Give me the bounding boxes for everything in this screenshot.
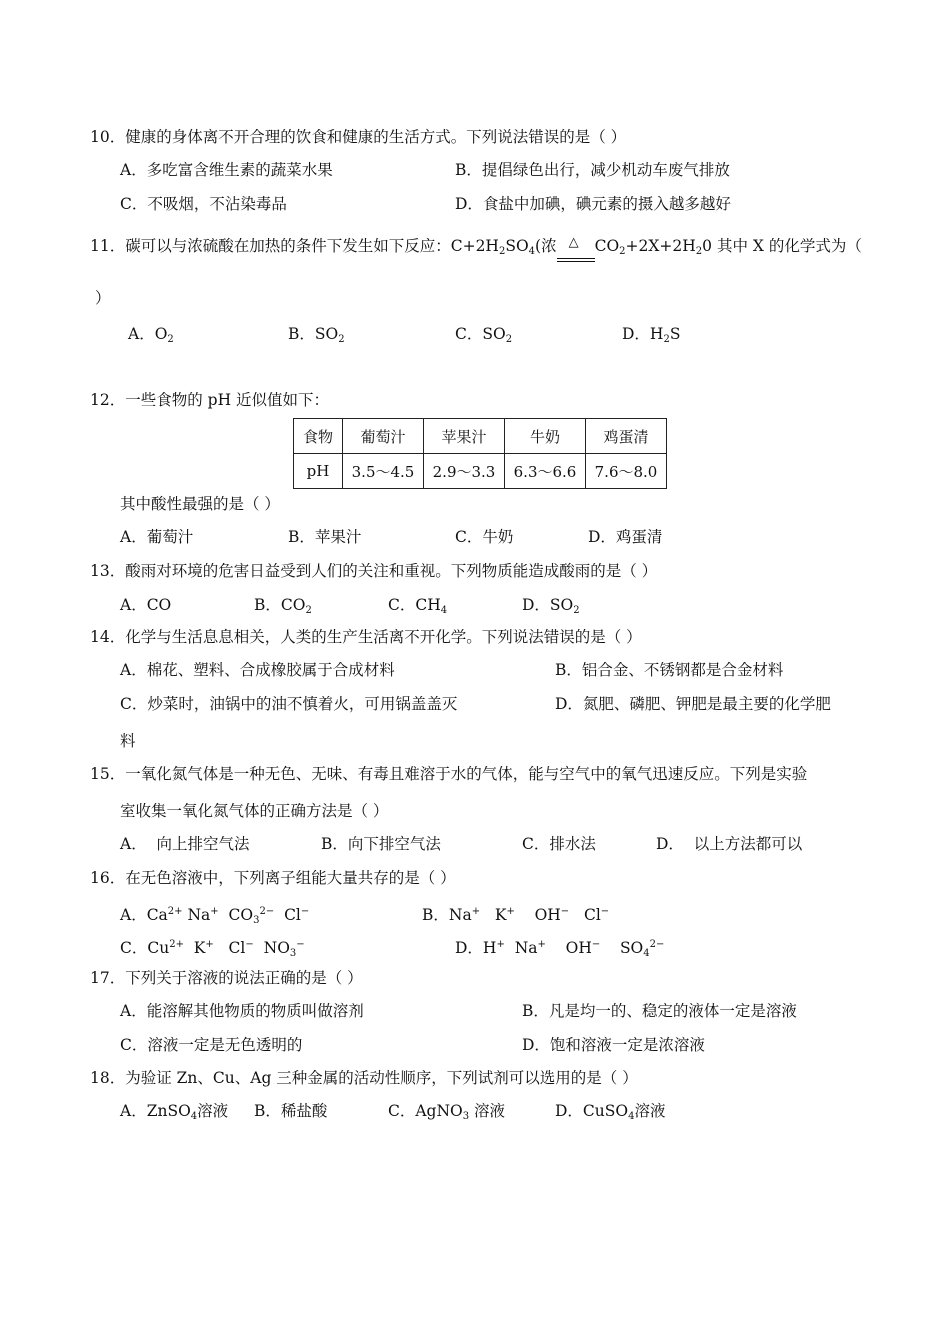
reaction-arrow bbox=[557, 235, 595, 262]
q11-option-c: C．$SO_2$ bbox=[455, 325, 513, 345]
q12-option-b: B．苹果汁 bbox=[288, 528, 362, 546]
q12-option-a: A．葡萄汁 bbox=[120, 528, 194, 546]
q15-option-b: B．向下排空气法 bbox=[321, 835, 441, 853]
q18-option-a: A．ZnSO$_4$溶液 bbox=[120, 1102, 229, 1122]
q11-option-a: A．$O_2$ bbox=[128, 325, 174, 345]
table-cell: 6.3～6.6 bbox=[505, 454, 586, 489]
q13-option-a: A．CO bbox=[120, 596, 172, 614]
table-cell: 苹果汁 bbox=[424, 419, 505, 454]
q17-stem: 17．下列关于溶液的说法正确的是（ ） bbox=[90, 969, 363, 987]
q15-stem-cont: 室收集一氧化氮气体的正确方法是（ ） bbox=[120, 802, 389, 820]
table-cell: 7.6～8.0 bbox=[586, 454, 667, 489]
q14-option-b: B．铝合金、不锈钢都是合金材料 bbox=[555, 661, 784, 679]
table-cell: 3.5～4.5 bbox=[343, 454, 424, 489]
q11-option-b: B．$SO_2$ bbox=[288, 325, 345, 345]
q17-option-d: D．饱和溶液一定是浓溶液 bbox=[522, 1036, 705, 1054]
q11-stem-cont: ） bbox=[95, 289, 111, 307]
q10-stem: 10．健康的身体离不开合理的饮食和健康的生活方式。下列说法错误的是（ ） bbox=[90, 128, 627, 146]
q10-option-c: C．不吸烟，不沾染毒品 bbox=[120, 195, 287, 213]
q14-option-d: D．氮肥、磷肥、钾肥是最主要的化学肥 bbox=[555, 695, 831, 713]
table-cell: pH bbox=[294, 454, 343, 489]
q17-option-b: B．凡是均一的、稳定的液体一定是溶液 bbox=[522, 1002, 797, 1020]
q11-option-d: D．$H_2S$ bbox=[622, 325, 681, 345]
q10-option-d: D．食盐中加碘，碘元素的摄入越多越好 bbox=[455, 195, 731, 213]
q15-option-a: A． 向上排空气法 bbox=[120, 835, 250, 853]
q14-option-a: A．棉花、塑料、合成橡胶属于合成材料 bbox=[120, 661, 395, 679]
q16-option-b: B．Na+ K+ OH− Cl− bbox=[422, 906, 610, 924]
q18-option-b: B．稀盐酸 bbox=[254, 1102, 328, 1120]
q13-option-c: C．$CH_4$ bbox=[388, 596, 448, 616]
q17-option-a: A．能溶解其他物质的物质叫做溶剂 bbox=[120, 1002, 364, 1020]
table-row bbox=[294, 419, 667, 454]
ph-table bbox=[293, 418, 667, 489]
q18-stem: 18．为验证 Zn、Cu、Ag 三种金属的活动性顺序，下列试剂可以选用的是（ ） bbox=[90, 1069, 638, 1087]
heat-symbol: △ bbox=[568, 235, 579, 250]
q13-stem: 13．酸雨对环境的危害日益受到人们的关注和重视。下列物质能造成酸雨的是（ ） bbox=[90, 562, 658, 580]
q13-option-d: D．$SO_2$ bbox=[522, 596, 580, 616]
table-cell: 牛奶 bbox=[505, 419, 586, 454]
q14-option-d-cont: 料 bbox=[120, 732, 136, 750]
table-row bbox=[294, 454, 667, 489]
q11-stem: 11．碳可以与浓硫酸在加热的条件下发生如下反应：$C+2H_2SO_4$(浓 △ $CO_2+2X+2H_20$ 其中 X 的化学式为（ bbox=[90, 236, 862, 262]
q14-option-c: C．炒菜时，油锅中的油不慎着火，可用锅盖盖灭 bbox=[120, 695, 458, 713]
table-cell: 鸡蛋清 bbox=[586, 419, 667, 454]
q16-stem: 16．在无色溶液中，下列离子组能大量共存的是（ ） bbox=[90, 869, 456, 887]
q15-stem: 15．一氧化氮气体是一种无色、无味、有毒且难溶于水的气体，能与空气中的氧气迅速反应。下列是实验 bbox=[90, 765, 808, 783]
q15-option-c: C．排水法 bbox=[522, 835, 596, 853]
q13-option-b: B．$CO_2$ bbox=[254, 596, 312, 616]
q15-option-d: D． 以上方法都可以 bbox=[656, 835, 803, 853]
q18-option-c: C．AgNO$_3$ 溶液 bbox=[388, 1102, 506, 1122]
table-cell: 2.9～3.3 bbox=[424, 454, 505, 489]
q17-option-c: C．溶液一定是无色透明的 bbox=[120, 1036, 303, 1054]
q16-option-d: D．H+ Na+ OH− $SO_4^{2-}$ bbox=[455, 939, 665, 959]
q10-option-b: B．提倡绿色出行，减少机动车废气排放 bbox=[455, 161, 730, 179]
table-cell: 食物 bbox=[294, 419, 343, 454]
q18-option-d: D．CuSO$_4$溶液 bbox=[555, 1102, 666, 1122]
q12-option-d: D．鸡蛋清 bbox=[588, 528, 663, 546]
q10-option-a: A．多吃富含维生素的蔬菜水果 bbox=[120, 161, 333, 179]
q12-option-c: C．牛奶 bbox=[455, 528, 514, 546]
q12-stem: 12．一些食物的 pH 近似值如下： bbox=[90, 391, 330, 409]
q16-option-a: A．$Ca^{2+}$ Na+ $CO_3^{2-}$ Cl− bbox=[120, 906, 310, 926]
q12-question: 其中酸性最强的是（ ） bbox=[120, 495, 280, 513]
q14-stem: 14．化学与生活息息相关，人类的生产生活离不开化学。下列说法错误的是（ ） bbox=[90, 628, 642, 646]
table-cell: 葡萄汁 bbox=[343, 419, 424, 454]
q16-option-c: C．$Cu^{2+}$ K+ Cl− $NO_3^-$ bbox=[120, 939, 305, 959]
